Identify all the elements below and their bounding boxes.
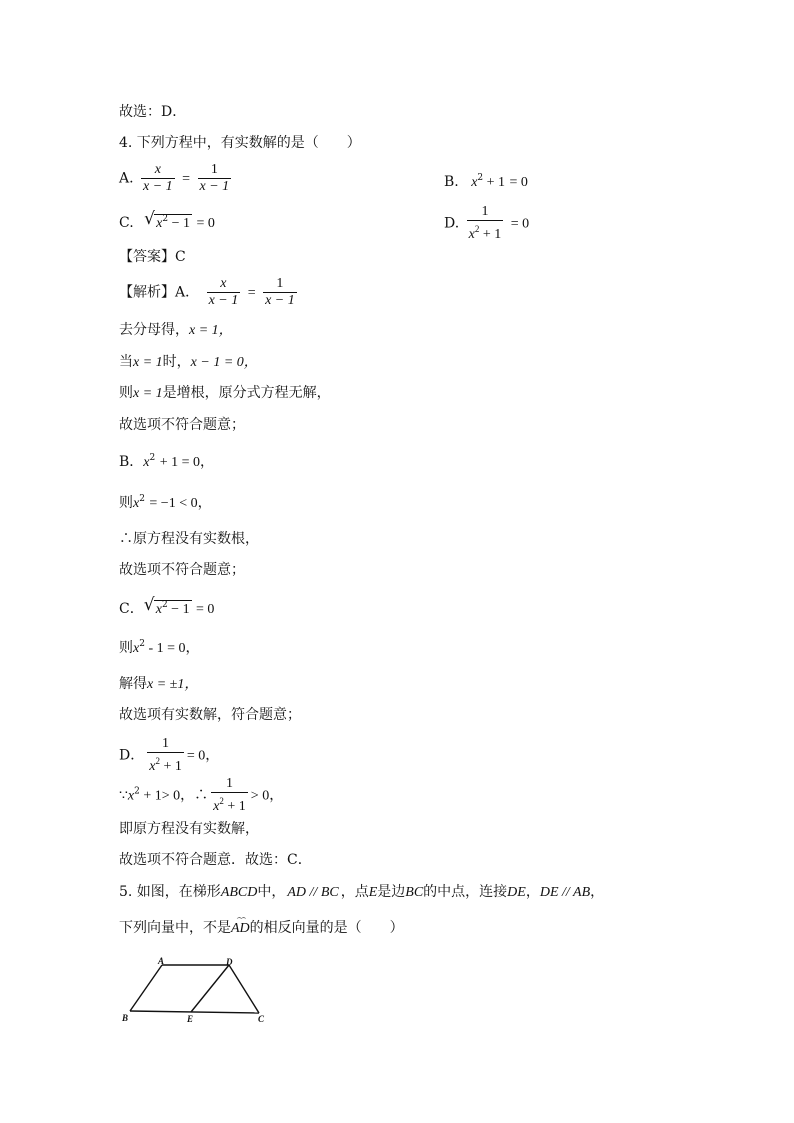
fraction: $\frac{1}{x^2 + 1}$ [468,204,502,242]
vertex-label-c: C [258,1014,265,1024]
option-label: B. [444,174,459,190]
analysis-line: C． √ $x^2 - 1 = 0$ [119,595,215,617]
q4-stem: 4. 下列方程中，有实数解的是（ ） [119,135,361,151]
analysis-line: ∴原方程没有实数根， [119,531,259,547]
analysis-line: 则$x^2 = -1 < 0$， [119,494,212,511]
q4-option-c: C. √ $x^2 - 1 = 0$ [119,209,215,231]
analysis-line: 当x = 1时，x − 1 = 0， [119,354,258,370]
vertex-label-d: D [226,957,233,967]
fraction: $\frac{x}{x - 1}$ [208,276,239,308]
analysis-line: $\because x^2 + 1> 0$，∴ $\frac{1}{x^2 + 1}$ > 0， [119,776,284,814]
q4-option-b: B. $x^2 + 1 = 0$ [444,173,528,190]
vector-ad: ⌢⌢ AD [231,913,250,936]
analysis-line: D． $\frac{1}{x^2 + 1}$ = 0， [119,736,220,774]
analysis-line: 解得x = ±1， [119,676,199,692]
vertex-label-b: B [122,1013,129,1023]
sqrt: √ $x^2 - 1$ [143,595,190,617]
analysis-line: 故选项不符合题意； [119,417,245,433]
vertex-label-a: A [158,956,165,966]
analysis-line: B．$x^2 + 1 = 0$， [119,453,214,470]
analysis-line: 去分母得，x = 1， [119,322,233,338]
analysis-a: 【解析】A． $\frac{x}{x - 1}$ = $\frac{1}{x - 1}$ [119,276,295,308]
vertex-label-e: E [187,1014,194,1024]
analysis-line: 故选项不符合题意； [119,562,245,578]
fraction: $\frac{1}{x^2 + 1}$ [213,776,246,814]
analysis-line: 即原方程没有实数解， [119,821,259,837]
fraction: $\frac{1}{x - 1}$ [265,276,295,308]
fraction: $\frac{1}{x - 1}$ [199,162,230,194]
answer-line: 【答案】C [119,249,186,265]
analysis-line: 则$x^2 - 1 = 0$， [119,639,200,656]
analysis-line: 故选项有实数解，符合题意； [119,707,301,723]
q4-option-d: D. $\frac{1}{x^2 + 1}$ = 0 [444,204,530,242]
analysis-line: 故选项不符合题意．故选：C． [119,852,312,868]
option-label: C. [119,215,134,231]
prev-answer-line: 故选：D． [119,104,187,120]
fraction: $\frac{x}{x - 1}$ [143,162,173,194]
q5-stem-line-2: 下列向量中，不是 ⌢⌢ AD的相反向量的是（ ） [119,913,404,936]
q4-option-a: A. $\frac{x}{x - 1}$ = $\frac{1}{x - 1}$ [119,162,230,194]
q5-stem-line-1: 5. 如图，在梯形ABCD中， AD // BC ，点E是边BC的中点，连接DE，DE // AB， [119,884,605,900]
analysis-line: 则x = 1是增根，原分式方程无解， [119,385,331,401]
option-label: A. [119,170,134,187]
option-label: D. [444,215,460,232]
sqrt: √ $x^2 - 1$ [144,209,190,231]
fraction: $\frac{1}{x^2 + 1}$ [149,736,182,774]
trapezoid-figure [118,955,278,1030]
